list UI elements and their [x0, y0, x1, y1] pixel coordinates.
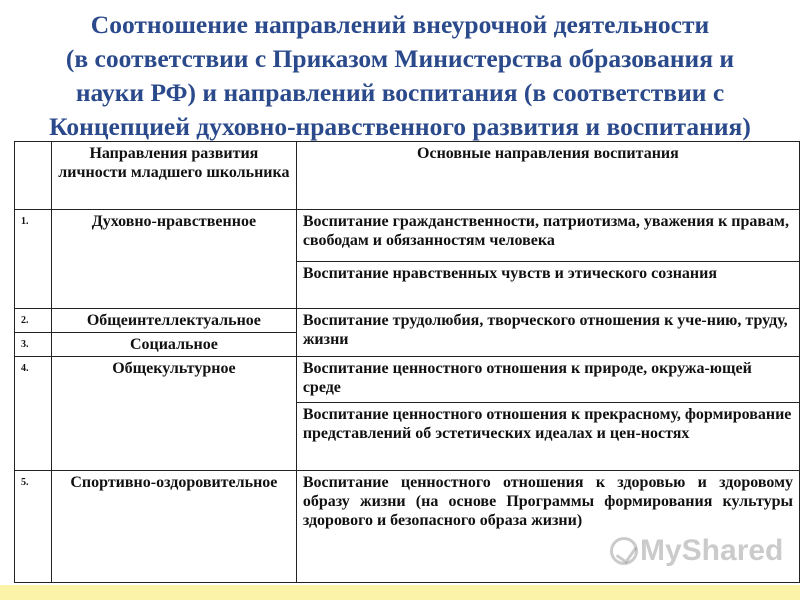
row-description: Воспитание трудолюбия, творческого отношения к уче-нию, труду, жизни — [296, 309, 799, 357]
table-row — [15, 210, 800, 262]
row-direction: Духовно-нравственное — [51, 210, 296, 309]
header-cell-upbringing: Основные направления воспитания — [296, 142, 799, 210]
slide-title — [0, 8, 800, 144]
header-cell-num — [15, 142, 52, 210]
directions-table — [14, 141, 800, 583]
row-description: Воспитание ценностного отношения к здоровью и здоровому образу жизни (на основе Программы формирования культуры здорового и безопасного образа жизни) — [296, 471, 799, 583]
row-number: 1. — [15, 210, 52, 309]
table-row — [15, 309, 800, 333]
row-description: Воспитание гражданственности, патриотизма, уважения к правам, свободам и обязанностям человека — [296, 210, 799, 262]
row-number: 5. — [15, 471, 52, 583]
title-line-1: Соотношение направлений внеурочной деятельности — [90, 10, 710, 39]
title-line-2: (в соответствии с Приказом Министерства образования и — [65, 44, 735, 73]
row-description: Воспитание ценностного отношения к природе, окружа-ющей среде — [296, 357, 799, 403]
footer-band — [0, 585, 800, 600]
table-row — [15, 357, 800, 403]
watermark-check-icon — [610, 537, 638, 565]
row-direction: Спортивно-оздоровительное — [51, 471, 296, 583]
row-number: 2. — [15, 309, 52, 333]
title-line-3: науки РФ) и направлений воспитания (в соответствии с — [75, 78, 725, 107]
title-line-4: Концепцией духовно-нравственного развития и воспитания) — [49, 112, 751, 141]
row-number: 3. — [15, 333, 52, 357]
row-description: Воспитание нравственных чувств и этического сознания — [296, 262, 799, 309]
row-direction: Общеинтеллектуальное — [51, 309, 296, 333]
row-description: Воспитание ценностного отношения к прекрасному, формирование представлений об эстетических идеалах и цен-ностях — [296, 403, 799, 471]
row-number: 4. — [15, 357, 52, 471]
row-direction: Социальное — [51, 333, 296, 357]
row-direction: Общекультурное — [51, 357, 296, 471]
header-cell-directions: Направления развития личности младшего школьника — [51, 142, 296, 210]
watermark — [610, 534, 783, 568]
table-header-row — [15, 142, 800, 210]
watermark-text: MyShared — [640, 534, 784, 567]
